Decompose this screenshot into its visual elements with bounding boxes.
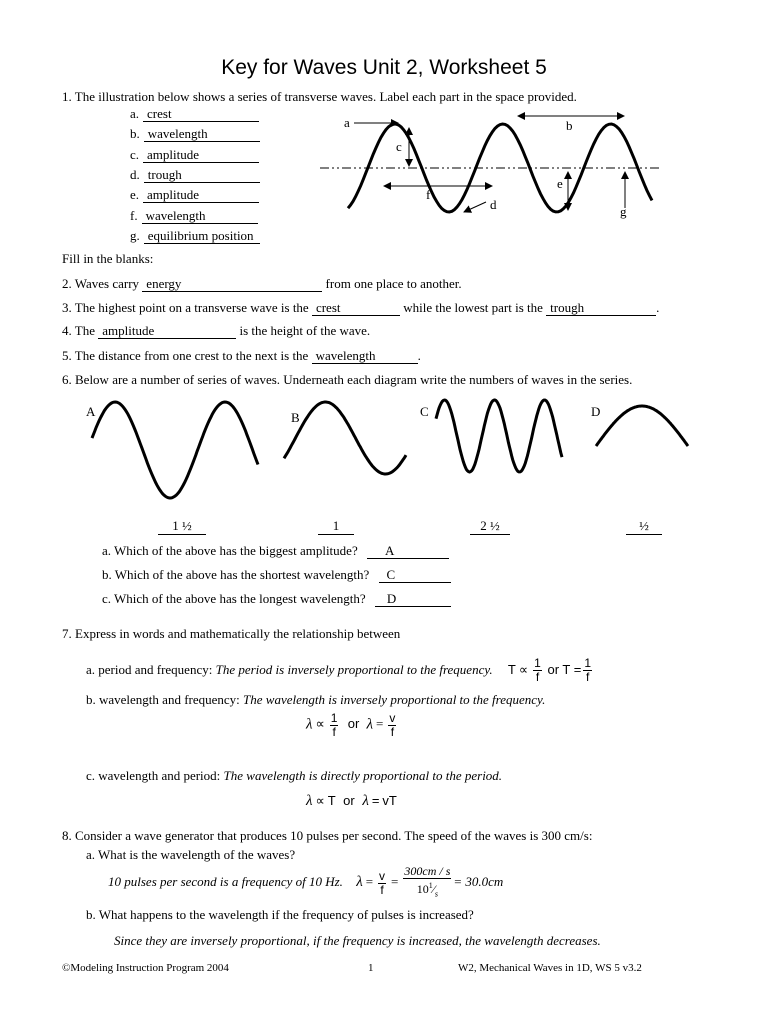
q1-item	[130, 147, 259, 163]
q2	[62, 276, 462, 292]
wave-a	[92, 402, 258, 498]
q7-a-formula: T ∝ $\frac{1}{f}$ or T = $\frac{1}{f}$	[507, 656, 592, 685]
diagram-label-e: e	[557, 176, 563, 191]
wave-d-answer: ½	[626, 518, 662, 535]
q6-sub-a	[102, 543, 449, 559]
q2-pre: 2. Waves carry	[62, 276, 140, 291]
diagram-label-c: c	[396, 139, 402, 154]
diagram-label-a: a	[344, 115, 350, 130]
q8-calc-denominator: 10	[416, 882, 429, 897]
q1-item-answer: amplitude	[143, 148, 259, 163]
q3-post: .	[656, 300, 660, 315]
diagram-label-f: f	[426, 187, 431, 202]
transverse-wave-diagram	[300, 100, 680, 230]
q4-post: is the height of the wave.	[239, 323, 371, 338]
wave-c	[436, 400, 562, 472]
q1-item-letter: a.	[130, 106, 140, 121]
q4	[62, 323, 370, 339]
wave-b-answer: 1	[318, 518, 354, 535]
q1-item	[130, 167, 260, 183]
q7-c-text: The wavelength is directly proportional to the period.	[223, 768, 503, 783]
q3-pre: 3. The highest point on a transverse wave is the	[62, 300, 309, 315]
footer-left: ©Modeling Instruction Program 2004	[62, 962, 229, 974]
q8-calc-result: = 30.0cm	[453, 874, 504, 889]
wave-b	[284, 402, 406, 474]
page-title: Key for Waves Unit 2, Worksheet 5	[221, 56, 547, 79]
q8-b-question: b. What happens to the wavelength if the frequency of pulses is increased?	[86, 907, 474, 922]
q4-pre: 4. The	[62, 323, 95, 338]
q7-b-formula: λ ∝ $\frac{1}{f}$ or λ = $\frac{v}{f}$	[306, 711, 396, 739]
q3-mid: while the lowest part is the	[403, 300, 543, 315]
q3-answer-1: crest	[312, 301, 400, 316]
diagram-label-b: b	[566, 118, 573, 133]
q1-item-answer: wavelength	[142, 209, 258, 224]
q6-sub-a-question: a. Which of the above has the biggest amplitude?	[102, 543, 358, 558]
q5	[62, 348, 421, 364]
q7-b-text: The wavelength is inversely proportional to the frequency.	[243, 692, 546, 707]
q1-item-answer: trough	[144, 168, 260, 183]
q7-a-label: a. period and frequency:	[86, 662, 213, 677]
q3-answer-2: trough	[546, 301, 656, 316]
wave-c-answer: 2 ½	[470, 518, 510, 535]
q1-item	[130, 208, 258, 224]
q6-sub-b-answer: C	[379, 568, 451, 583]
q5-pre: 5. The distance from one crest to the next is the	[62, 348, 309, 363]
q7-a-or: or	[547, 662, 560, 677]
q8-prompt: 8. Consider a wave generator that produces 10 pulses per second. The speed of the waves is 300 cm/s:	[62, 828, 593, 843]
q1-item	[130, 126, 260, 142]
q7-c-formula: λ ∝ T or λ = vT	[306, 793, 397, 809]
wave-label-c: C	[420, 404, 429, 419]
q8-a-answer-text: 10 pulses per second is a frequency of 10 Hz.	[108, 874, 343, 889]
q7-c	[86, 768, 502, 784]
q7-a	[86, 652, 594, 688]
q7-b-label: b. wavelength and frequency:	[86, 692, 240, 707]
q7-a-text: The period is inversely proportional to the frequency.	[215, 662, 493, 677]
q1-item	[130, 228, 260, 244]
q6-sub-a-answer: A	[367, 544, 449, 559]
q2-post: from one place to another.	[325, 276, 462, 291]
q6-sub-b-question: b. Which of the above has the shortest wavelength?	[102, 567, 370, 582]
q6-sub-c-question: c. Which of the above has the longest wavelength?	[102, 591, 366, 606]
q1-item-letter: g.	[130, 227, 140, 243]
q6-sub-c-answer: D	[375, 592, 451, 607]
footer-page-number: 1	[368, 962, 374, 974]
wave-label-b: B	[291, 410, 300, 425]
q1-item-answer: wavelength	[144, 127, 260, 142]
q1-prompt: 1. The illustration below shows a series of transverse waves. Label each part in the space provided.	[62, 89, 577, 104]
wave-label-d: D	[591, 404, 601, 419]
q6-sub-c	[102, 591, 451, 607]
q6-sub-b	[102, 567, 451, 583]
q1-item-letter: f.	[130, 207, 138, 223]
footer-right: W2, Mechanical Waves in 1D, WS 5 v3.2	[458, 962, 642, 974]
q7-b-or: or	[347, 716, 360, 732]
q1-item-letter: c.	[130, 146, 140, 162]
q8-a-answer	[108, 864, 503, 901]
q1-item-answer: equilibrium position	[144, 229, 260, 244]
q1-item-answer: amplitude	[143, 188, 259, 203]
q1-item-letter: e.	[130, 187, 140, 203]
q8-b-answer: Since they are inversely proportional, if the frequency is increased, the wavelength decreases.	[114, 933, 601, 948]
q8-calc-numerator: 300cm / s	[404, 864, 451, 879]
q5-answer: wavelength	[312, 349, 418, 364]
q8-a-question: a. What is the wavelength of the waves?	[86, 847, 296, 862]
q7-c-or: or	[343, 793, 355, 808]
q6-prompt: 6. Below are a number of series of waves. Underneath each diagram write the numbers of waves in the series.	[62, 372, 633, 387]
q4-answer: amplitude	[98, 324, 236, 339]
q7-prompt: 7. Express in words and mathematically the relationship between	[62, 626, 401, 641]
q1-item	[130, 187, 259, 203]
wave-label-a: A	[86, 404, 96, 419]
wave-a-answer: 1 ½	[158, 518, 206, 535]
q2-answer: energy	[142, 277, 322, 292]
q5-post: .	[417, 348, 421, 363]
q1-item-answer: crest	[143, 107, 259, 122]
q6-wave-diagrams	[80, 398, 700, 513]
q8-calculation: λ = $\frac{v}{f}$ = $\frac{300cm / s}{10^1⁄_s}$ = 30.0cm	[356, 864, 504, 899]
fill-heading: Fill in the blanks:	[62, 251, 154, 266]
q1-item-letter: b.	[130, 126, 140, 142]
wave-d	[596, 406, 688, 446]
q1-item	[130, 106, 259, 122]
q7-b	[86, 692, 545, 708]
q7-c-label: c. wavelength and period:	[86, 768, 221, 783]
q3	[62, 300, 659, 316]
diagram-label-d: d	[490, 197, 497, 212]
diagram-label-g: g	[620, 204, 627, 219]
q1-item-letter: d.	[130, 166, 140, 182]
